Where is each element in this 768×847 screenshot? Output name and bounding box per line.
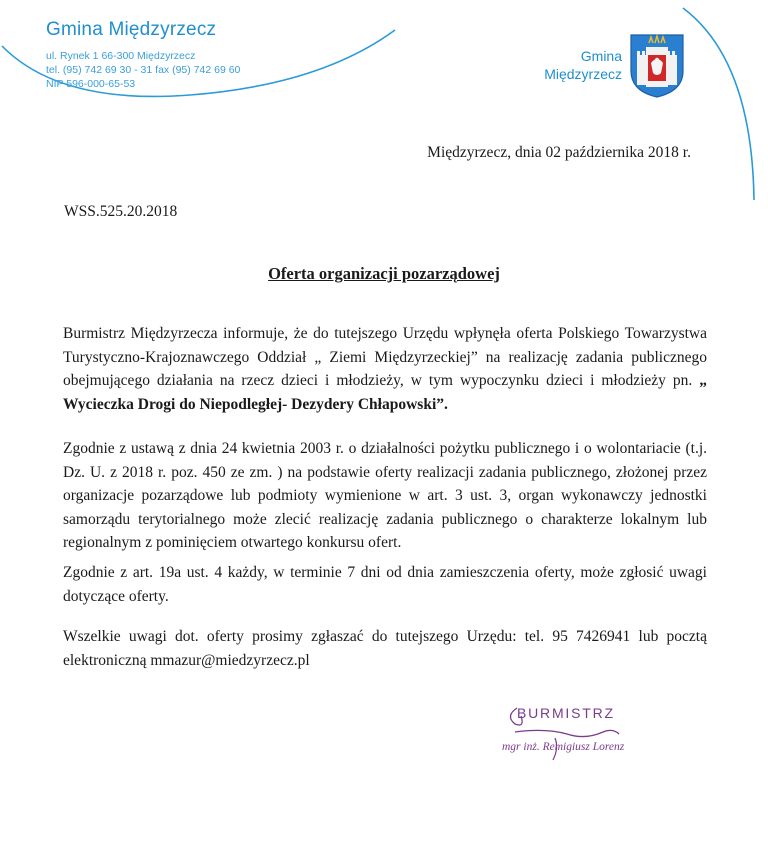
document-title: Oferta organizacji pozarządowej <box>268 264 500 283</box>
paragraph-contact-info: Wszelkie uwagi dot. oferty prosimy zgłaszać do tutejszego Urzędu: tel. 95 7426941 lub pocztą elektroniczną mmazur@miedzyrzecz.pl <box>63 628 707 669</box>
crest-label <box>544 47 622 83</box>
organization-phone: tel. (95) 742 69 30 - 31 fax (95) 742 69 60 <box>46 64 241 76</box>
organization-name: Gmina Międzyrzecz <box>46 19 217 40</box>
letterhead-organization <box>46 18 240 91</box>
task-title: „ Wycieczka Drogi do Niepodległej- Dezydery Chłapowski”. <box>63 372 708 413</box>
organization-nip: NIP 596-000-65-53 <box>46 78 136 90</box>
crest-label-line1: Gmina <box>580 48 622 64</box>
document-date: Międzyrzecz, dnia 02 października 2018 r. <box>427 144 691 161</box>
paragraph-comments-deadline: Zgodnie z art. 19a ust. 4 każdy, w terminie 7 dni od dnia zamieszczenia oferty, może zgłosić uwagi dotyczące oferty. <box>63 564 707 605</box>
crest-label-line2: Międzyrzecz <box>544 66 622 82</box>
paragraph-legal-basis: Zgodnie z ustawą z dnia 24 kwietnia 2003 r. o działalności pożytku publicznego i o wolontariacie (t.j. Dz. U. z 2018 r. poz. 450 ze zm. ) na podstawie oferty realizacji zadania publicznego, złożonej przez organizacje pozarządowe lub podmioty wymienione w art. 3 ust. 3, organ wykonawczy jednostki samorządu terytorialnego może zlecić realizację zadania publicznego o charakterze lokalnym lub regionalnym z pominięciem otwartego konkursu ofert. <box>63 440 707 551</box>
organization-address: ul. Rynek 1 66-300 Międzyrzecz <box>46 50 196 62</box>
signature-scribble <box>495 688 655 768</box>
paragraph-offer-text: Burmistrz Międzyrzecza informuje, że do tutejszego Urzędu wpłynęła oferta Polskiego Towarzystwa Turystyczno-Krajoznawczego Oddział „ Ziemi Międzyrzeckiej” na realizację zadania publicznego obejmującego działania na rzecz dzieci i młodzieży, w tym wypoczynku dzieci i młodzieży pn. <box>63 325 707 389</box>
reference-number: WSS.525.20.2018 <box>64 203 178 220</box>
coat-of-arms-icon <box>629 33 685 99</box>
stamp-title: BURMISTRZ <box>517 705 615 721</box>
stamp-signatory-name: mgr inż. Remigiusz Lorenz <box>502 741 625 753</box>
paragraph-offer-announcement <box>63 322 707 416</box>
